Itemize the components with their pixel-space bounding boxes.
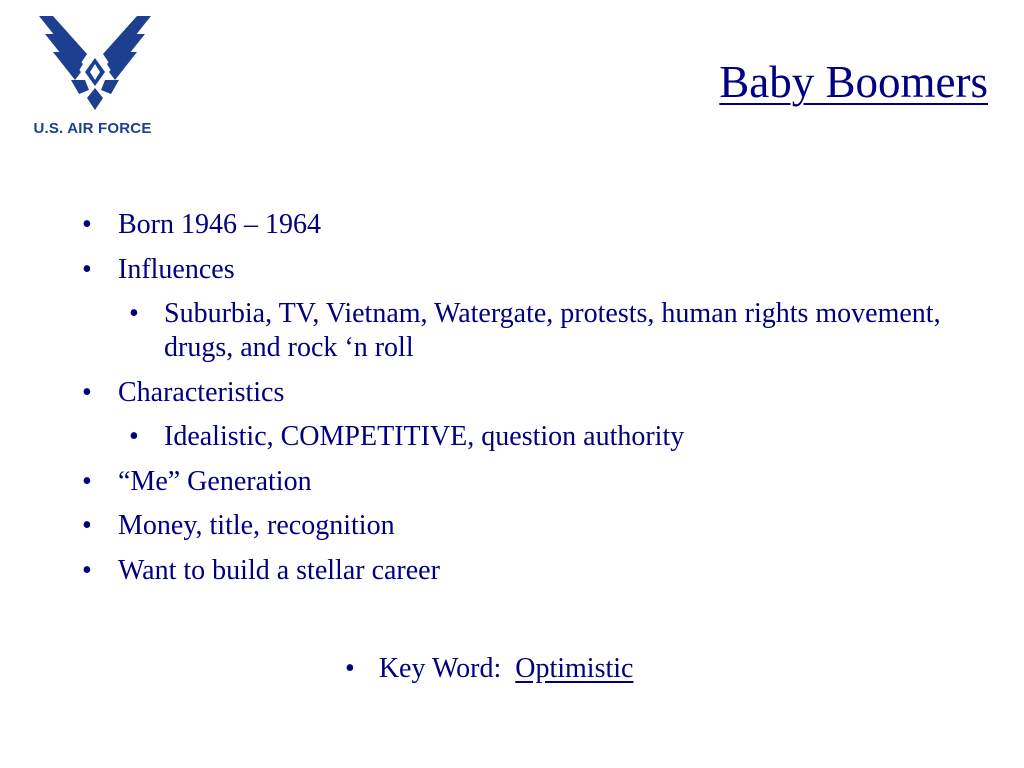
bullet-glyph: • (82, 510, 92, 541)
bullet-text: Born 1946 – 1964 (118, 209, 321, 240)
bullet-item (70, 465, 980, 499)
bullet-text: Characteristics (118, 376, 285, 408)
bullet-item (70, 509, 980, 543)
bullet-glyph: • (82, 465, 92, 497)
key-word-label: Key Word: (378, 653, 502, 684)
key-word-line (345, 653, 633, 685)
bullet-glyph: • (129, 421, 139, 452)
key-word-value: Optimistic (515, 653, 634, 684)
air-force-logo (10, 12, 175, 142)
sub-bullet-item (70, 420, 980, 454)
slide-title: Baby Boomers (719, 57, 988, 107)
bullet-item (70, 253, 980, 287)
bullet-item (70, 208, 980, 242)
sub-bullet-text: Idealistic, COMPETITIVE, question authority (164, 421, 685, 452)
bullet-glyph: • (82, 209, 92, 240)
bullet-item (70, 376, 980, 410)
logo-text: U.S. AIR FORCE (33, 120, 152, 137)
bullet-glyph: • (82, 253, 92, 285)
bullet-text: Money, title, recognition (118, 510, 395, 541)
bullet-list (70, 208, 980, 598)
bullet-text: Want to build a stellar career (118, 554, 440, 586)
bullet-item (70, 554, 980, 588)
bullet-glyph: • (129, 298, 139, 329)
sub-bullet-item (70, 297, 980, 365)
sub-bullet-text: Suburbia, TV, Vietnam, Watergate, protests, human rights movement, drugs, and rock ‘n roll (164, 298, 941, 363)
air-force-wings-icon (35, 14, 155, 112)
bullet-glyph: • (345, 653, 355, 684)
bullet-text: Influences (118, 253, 235, 285)
bullet-glyph: • (82, 376, 92, 408)
bullet-text: “Me” Generation (118, 465, 312, 497)
bullet-glyph: • (82, 554, 92, 586)
